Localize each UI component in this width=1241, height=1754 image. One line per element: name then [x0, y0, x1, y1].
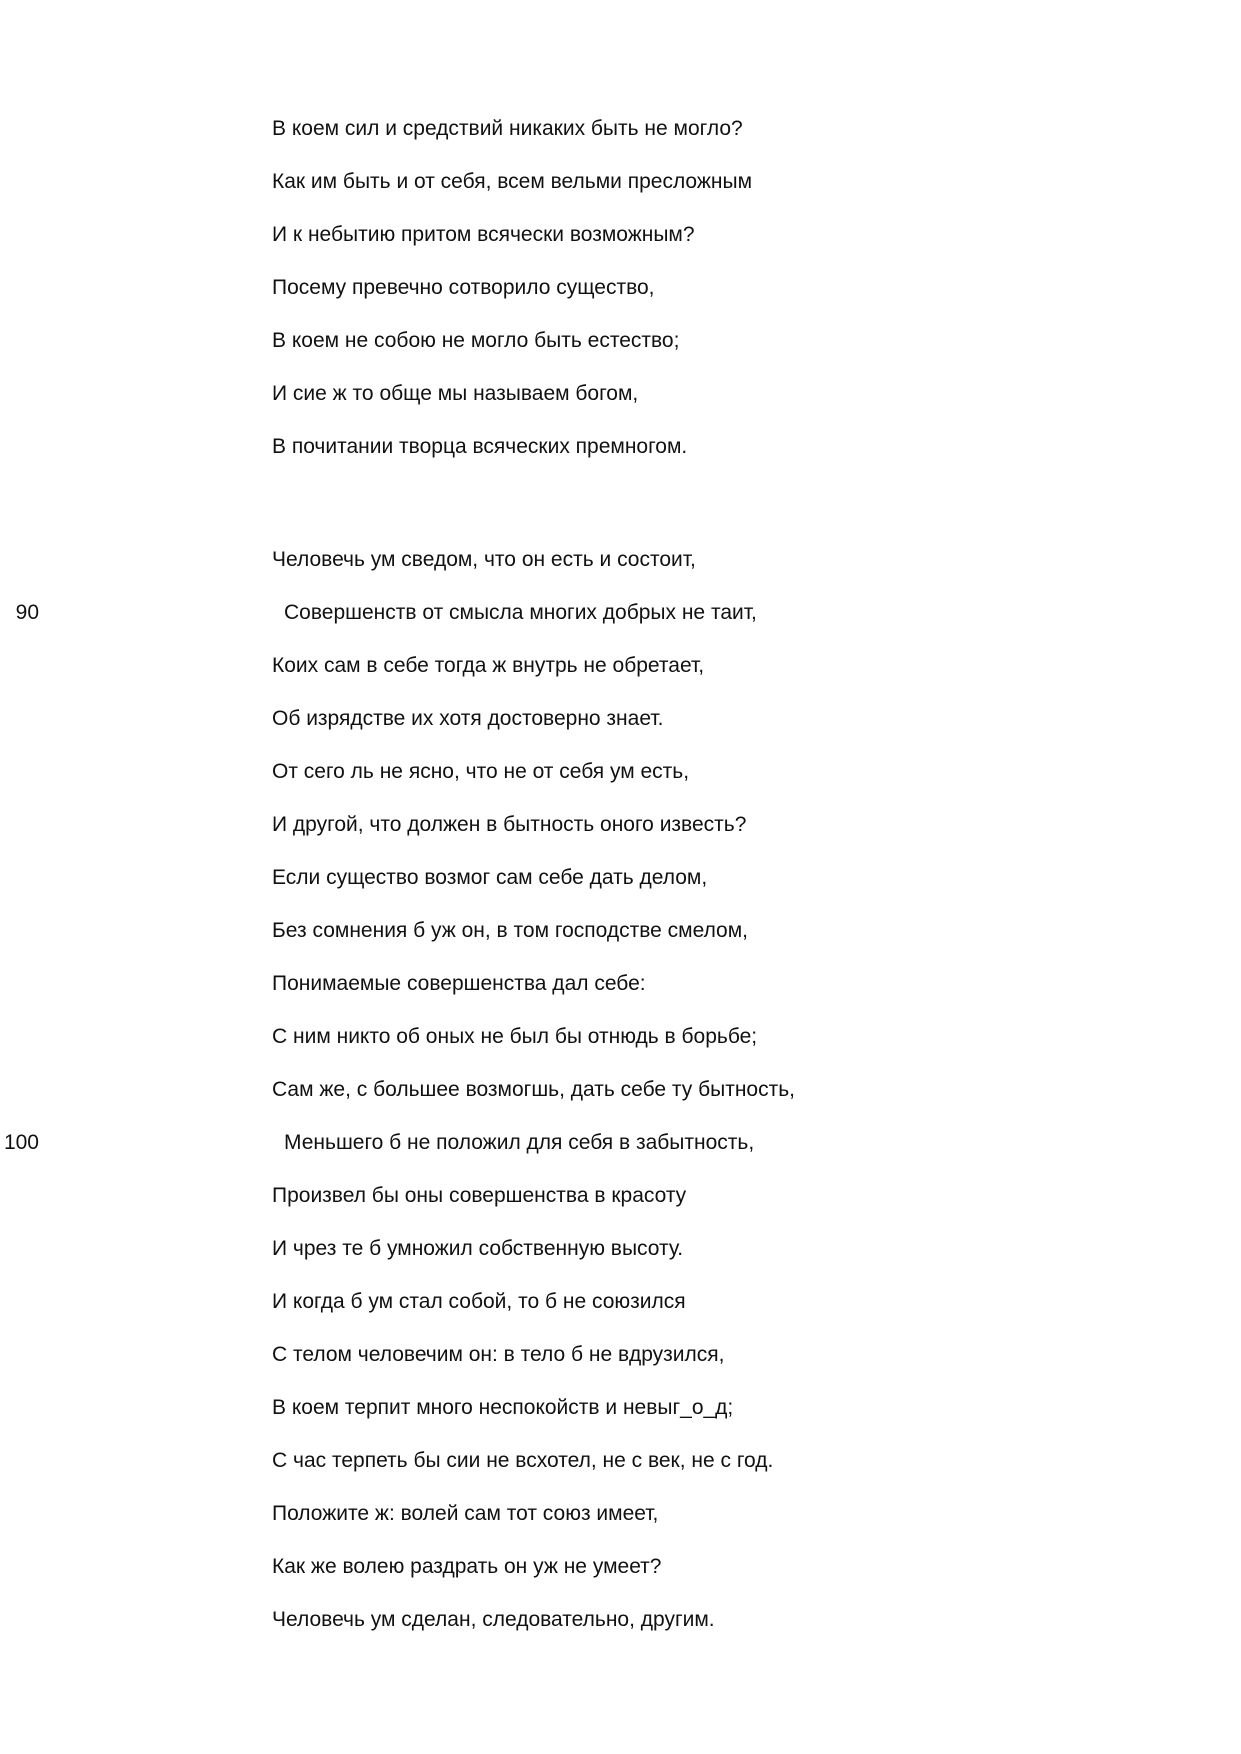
line-text: Совершенств от смысла многих добрых не таит, — [284, 601, 757, 624]
line-text: Об изрядстве их хотя достоверно знает. — [272, 707, 664, 730]
line-text: С час терпеть бы сии не всхотел, не с век, не с год. — [272, 1449, 774, 1472]
line-text: И когда б ум стал собой, то б не союзился — [272, 1290, 686, 1313]
poem-line — [0, 116, 1000, 169]
poem-line — [0, 653, 1000, 706]
line-text: Меньшего б не положил для себя в забытность, — [284, 1131, 755, 1154]
line-text: Коих сам в себе тогда ж внутрь не обретает, — [272, 654, 705, 677]
poem-line — [0, 434, 1000, 487]
poem-line — [0, 971, 1000, 1024]
poem-line — [0, 547, 1000, 600]
line-text: От сего ль не ясно, что не от себя ум есть, — [272, 760, 690, 783]
poem-line — [0, 1024, 1000, 1077]
poem-line — [0, 706, 1000, 759]
poem-line — [0, 328, 1000, 381]
line-text: И сие ж то обще мы называем богом, — [272, 382, 639, 405]
poem-line — [0, 222, 1000, 275]
line-text: Понимаемые совершенства дал себе: — [272, 972, 646, 995]
line-text: В коем терпит много неспокойств и невыг_о_д; — [272, 1396, 734, 1419]
line-text: С ним никто об оных не был бы отнюдь в борьбе; — [272, 1025, 758, 1048]
line-text: Произвел бы оны совершенства в красоту — [272, 1184, 687, 1207]
poem-line — [0, 1289, 1000, 1342]
poem-line — [0, 1554, 1000, 1607]
line-text: Как же волею раздрать он уж не умеет? — [272, 1555, 662, 1578]
poem-line — [0, 1130, 1000, 1183]
poem-line — [0, 812, 1000, 865]
line-text: Без сомнения б уж он, в том господстве смелом, — [272, 919, 749, 942]
line-text: Положите ж: волей сам тот союз имеет, — [272, 1502, 659, 1525]
line-number: 100 — [3, 1131, 39, 1154]
poem-line — [0, 865, 1000, 918]
poem-line — [0, 918, 1000, 971]
poem-line — [0, 1395, 1000, 1448]
stanza-1 — [0, 116, 1000, 487]
line-text: В почитании творца всяческих премногом. — [272, 435, 688, 458]
poem-line — [0, 600, 1000, 653]
line-text: Человечь ум сделан, следовательно, другим. — [272, 1608, 715, 1631]
poem-line — [0, 1342, 1000, 1395]
poem-line — [0, 759, 1000, 812]
line-text: Человечь ум сведом, что он есть и состоит, — [272, 548, 696, 571]
line-text: Посему превечно сотворило существо, — [272, 276, 655, 299]
poem-line — [0, 1183, 1000, 1236]
poem-line — [0, 169, 1000, 222]
poem-line — [0, 1077, 1000, 1130]
line-text: С телом человечим он: в тело б не вдрузился, — [272, 1343, 725, 1366]
line-text: Как им быть и от себя, всем вельми пресложным — [272, 170, 753, 193]
line-number: 90 — [15, 601, 39, 624]
poem-line — [0, 381, 1000, 434]
line-text: В коем не собою не могло быть естество; — [272, 329, 680, 352]
stanza-2 — [0, 547, 1000, 1660]
line-text: Сам же, с большее возмогшь, дать себе ту бытность, — [272, 1078, 796, 1101]
poem-line — [0, 1448, 1000, 1501]
poem-line — [0, 275, 1000, 328]
line-text: В коем сил и средствий никаких быть не могло? — [272, 117, 743, 140]
poem-line — [0, 1607, 1000, 1660]
poem-line — [0, 1501, 1000, 1554]
line-text: И к небытию притом всячески возможным? — [272, 223, 695, 246]
line-text: И чрез те б умножил собственную высоту. — [272, 1237, 684, 1260]
poem-line — [0, 1236, 1000, 1289]
line-text: И другой, что должен в бытность оного известь? — [272, 813, 747, 836]
line-text: Если существо возмог сам себе дать делом, — [272, 866, 708, 889]
